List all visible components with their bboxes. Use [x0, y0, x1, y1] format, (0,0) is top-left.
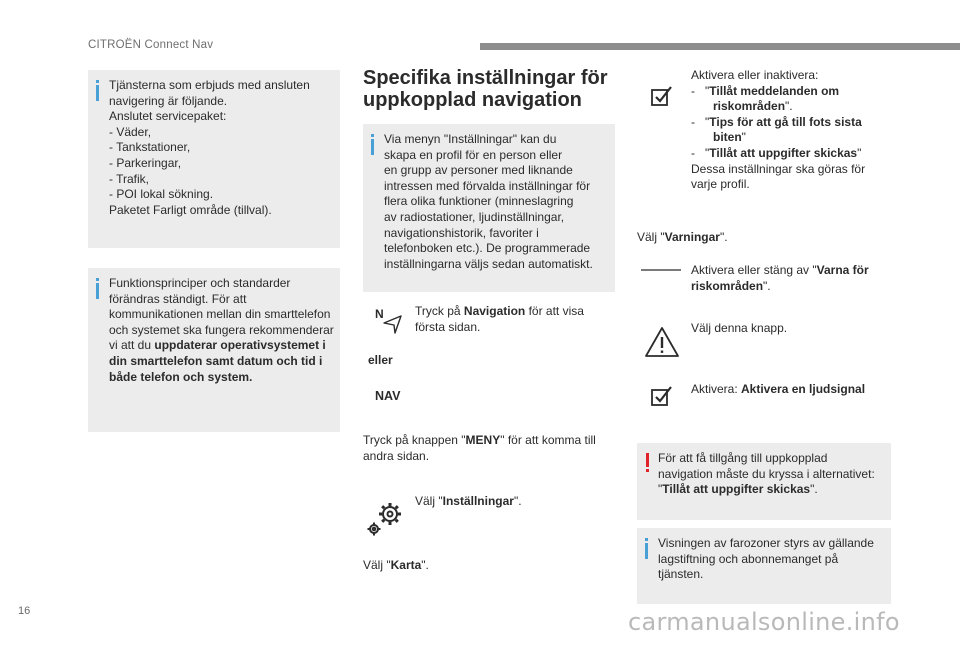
services-line: - Tankstationer, — [109, 140, 191, 155]
warnings-bold: Varningar — [664, 230, 720, 244]
info-box-services — [88, 70, 340, 248]
warn-quote: ". — [810, 482, 818, 497]
warnings-text: ". — [719, 230, 728, 244]
warning-triangle-icon — [644, 326, 680, 358]
info-icon — [96, 278, 99, 300]
standards-bold: både telefon och system. — [109, 369, 253, 384]
option-quote: ". — [785, 99, 793, 114]
warn-line: För att få tillgång till uppkopplad — [658, 451, 828, 465]
info-box-profiles — [363, 124, 615, 292]
option-quote: " — [857, 145, 862, 160]
info-icon — [645, 538, 648, 560]
tap-navigation-text — [415, 304, 584, 335]
settings-text: ". — [513, 494, 522, 508]
profiles-line: Via menyn "Inställningar" kan du — [384, 132, 557, 146]
page-number: 16 — [18, 605, 31, 617]
select-map-text — [363, 558, 429, 574]
info-box-standards — [88, 268, 340, 432]
map-text: ". — [421, 558, 429, 572]
services-line: navigering är följande. — [109, 93, 228, 108]
menu-bold: MENY — [465, 433, 501, 447]
select-button-text: Välj denna knapp. — [691, 321, 788, 335]
services-line: - Väder, — [109, 124, 152, 139]
standards-text: vi att du — [109, 338, 155, 353]
select-warnings-text — [637, 230, 728, 246]
profile-text: varje profil. — [691, 177, 750, 192]
settings-bold: Inställningar — [442, 494, 514, 508]
settings-gear-icon — [364, 496, 408, 540]
sound-bold: Aktivera en ljudsignal — [741, 382, 866, 396]
tap-text: första sidan. — [415, 319, 481, 334]
toggle-text: Aktivera eller stäng av " — [691, 263, 817, 277]
select-settings-text — [415, 494, 522, 510]
header-title: CITROËN Connect Nav — [88, 39, 214, 51]
warn-quote: " — [658, 482, 663, 497]
option-quote: " — [705, 145, 710, 160]
toggle-slider-icon — [641, 265, 685, 275]
option-dash: - — [691, 114, 695, 129]
profiles-line: en grupp av personer med liknande — [384, 163, 573, 178]
activate-label: Aktivera eller inaktivera: — [691, 68, 819, 82]
section-heading — [363, 67, 608, 111]
danger-line: Visningen av farozoner styrs av gällande — [658, 536, 874, 550]
option-dash: - — [691, 145, 695, 160]
toggle-bold: Varna för — [816, 263, 869, 277]
activate-options — [691, 68, 865, 193]
option-bold: Tillåt att uppgifter skickas — [709, 145, 858, 160]
or-label: eller — [368, 353, 393, 367]
profiles-line: intressen med förvalda inställningar för — [384, 178, 591, 193]
services-line: - POI lokal sökning. — [109, 187, 214, 202]
tap-bold: Navigation — [463, 304, 526, 318]
settings-text: Välj " — [415, 494, 443, 508]
activate-sound-text — [691, 382, 865, 398]
option-quote: " — [741, 130, 746, 145]
services-line: - Trafik, — [109, 171, 150, 186]
option-bold: Tillåt meddelanden om — [709, 83, 840, 98]
profiles-line: telefonboken etc.). De programmerade — [384, 241, 591, 256]
header-bar — [480, 43, 960, 50]
standards-bold: uppdaterar operativsystemet i — [154, 338, 326, 353]
toggle-bold: riskområden — [691, 278, 764, 293]
toggle-risk-areas-text — [691, 263, 869, 294]
sound-text: Aktivera: — [691, 382, 742, 396]
option-bold: Tips för att gå till fots sista — [709, 114, 862, 129]
profiles-line: inställningarna väljs sedan automatiskt. — [384, 256, 593, 271]
warn-line: navigation måste du kryssa i alternativet: — [658, 466, 875, 481]
menu-instruction — [363, 433, 596, 464]
standards-line: förändras ständigt. För att — [109, 291, 247, 306]
option-quote: " — [705, 83, 710, 98]
profiles-line: av radiostationer, ljudinställningar, — [384, 209, 565, 224]
info-icon — [96, 80, 99, 102]
services-line: Tjänsterna som erbjuds med ansluten — [109, 78, 310, 92]
exclamation-icon — [646, 453, 649, 475]
map-bold: Karta — [390, 558, 422, 572]
map-text: Välj " — [363, 558, 391, 572]
standards-line — [109, 354, 334, 370]
nav-icon-letter: N — [375, 307, 384, 321]
services-line: Paketet Farligt område (tillval). — [109, 202, 272, 217]
menu-text: andra sidan. — [363, 448, 430, 463]
option-dash: - — [691, 83, 695, 98]
heading-line: Specifika inställningar för — [363, 67, 608, 89]
profile-text: Dessa inställningar ska göras för — [691, 161, 866, 176]
tap-text: för att visa — [525, 304, 584, 318]
checkbox-checked-icon — [650, 85, 674, 107]
standards-line: kommunikationen mellan din smarttelefon — [109, 307, 331, 322]
option-bold: riskområden — [713, 99, 786, 114]
warnings-text: Välj " — [637, 230, 665, 244]
watermark: carmanualsonline.info — [628, 608, 900, 636]
menu-text: " för att komma till — [500, 433, 596, 447]
navigation-arrow-icon — [374, 306, 408, 336]
services-line: - Parkeringar, — [109, 155, 182, 170]
standards-line: Funktionsprinciper och standarder — [109, 276, 291, 290]
option-quote: " — [705, 114, 710, 129]
option-bold: biten — [713, 130, 742, 145]
danger-line: tjänsten. — [658, 567, 704, 582]
checkbox-checked-icon — [650, 385, 674, 407]
standards-line: och systemet ska fungera rekommenderar — [109, 322, 334, 337]
info-box-danger-zones — [637, 528, 891, 604]
menu-text: Tryck på knappen " — [363, 433, 466, 447]
danger-line: lagstiftning och abonnemanget på — [658, 551, 839, 566]
standards-line — [109, 370, 334, 386]
tap-text: Tryck på — [415, 304, 464, 318]
standards-line — [109, 338, 334, 354]
heading-line: uppkopplad navigation — [363, 89, 582, 111]
warn-bold: Tillåt att uppgifter skickas — [662, 482, 811, 497]
profiles-line: navigationshistorik, favoriter i — [384, 225, 539, 240]
services-line: Anslutet servicepaket: — [109, 109, 227, 124]
profiles-line: skapa en profil för en person eller — [384, 147, 563, 162]
warning-box-connected — [637, 443, 891, 520]
standards-bold: din smarttelefon samt datum och tid i — [109, 353, 323, 368]
info-icon — [371, 134, 374, 156]
toggle-text: ". — [763, 278, 771, 293]
nav-button-label: NAV — [375, 389, 401, 403]
profiles-line: flera olika funktioner (minneslagring — [384, 194, 574, 209]
